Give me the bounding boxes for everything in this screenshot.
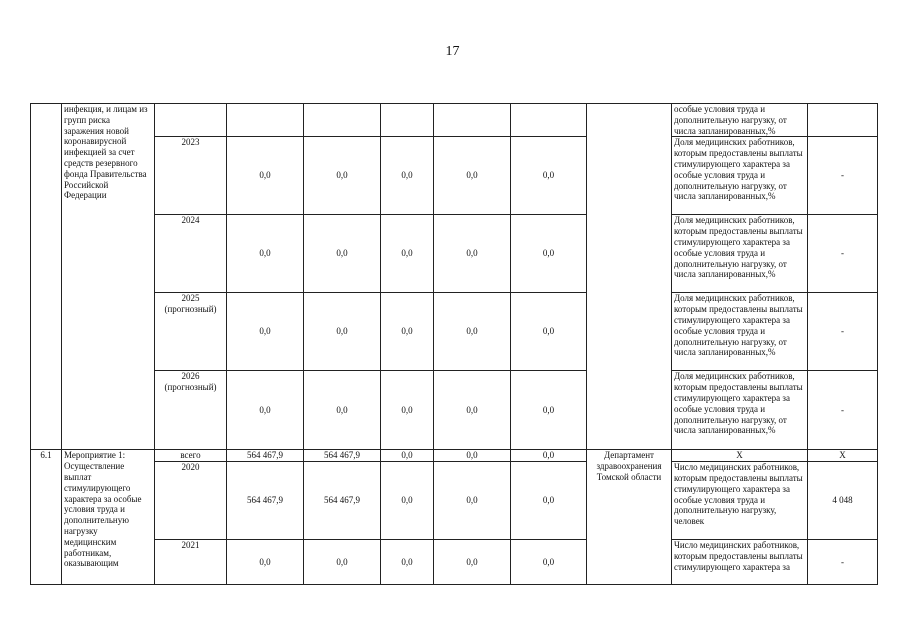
table-row <box>31 293 878 371</box>
executor-cell <box>587 104 672 450</box>
number-cell <box>31 104 62 450</box>
event-number-cell: 6.1 <box>31 450 62 585</box>
value-cell: 0,0 <box>227 371 304 450</box>
table-row <box>31 137 878 215</box>
value-cell: 0,0 <box>304 371 381 450</box>
target-cell: - <box>808 137 878 215</box>
value-cell: 0,0 <box>227 293 304 371</box>
value-cell: 564 467,9 <box>304 462 381 540</box>
page-number: 17 <box>445 44 460 59</box>
year-cell: 2025 (прогнозный) <box>155 293 227 371</box>
value-cell: 0,0 <box>381 540 434 585</box>
value-cell: 0,0 <box>434 371 511 450</box>
value-cell: 0,0 <box>434 540 511 585</box>
executor-cell: Департамент здравоохранения Томской области <box>587 450 672 585</box>
year-cell: 2026 (прогнозный) <box>155 371 227 450</box>
target-cell: - <box>808 293 878 371</box>
indicator-cell: Число медицинских работников, которым предоставлены выплаты стимулирующего характера за особые условия труда и дополнительную нагрузку, человек <box>672 462 808 540</box>
indicator-cell: Доля медицинских работников, которым предоставлены выплаты стимулирующего характера за особые условия труда и дополнительную нагрузку, от числа запланированных,% <box>672 137 808 215</box>
value-cell: 0,0 <box>381 462 434 540</box>
value-cell: 0,0 <box>434 450 511 462</box>
value-cell: 0,0 <box>511 450 587 462</box>
value-cell: 0,0 <box>304 540 381 585</box>
indicator-cell: Доля медицинских работников, которым предоставлены выплаты стимулирующего характера за особые условия труда и дополнительную нагрузку, от числа запланированных,% <box>672 293 808 371</box>
value-cell: 0,0 <box>434 462 511 540</box>
value-cell: 0,0 <box>434 137 511 215</box>
value-cell: 0,0 <box>381 137 434 215</box>
value-cell: 0,0 <box>304 293 381 371</box>
target-cell: 4 048 <box>808 462 878 540</box>
value-cell: 0,0 <box>511 540 587 585</box>
value-cell: 0,0 <box>381 371 434 450</box>
value-cell: 0,0 <box>227 540 304 585</box>
year-cell: 2023 <box>155 137 227 215</box>
table-row <box>31 371 878 450</box>
year-cell: 2021 <box>155 540 227 585</box>
value-cell: 564 467,9 <box>227 450 304 462</box>
event-name-cell: Мероприятие 1: Осуществление выплат стимулирующего характера за особые условия труда и дополнительную нагрузку медицинским работникам, оказывающим <box>62 450 155 585</box>
indicator-cell: Доля медицинских работников, которым предоставлены выплаты стимулирующего характера за особые условия труда и дополнительную нагрузку, от числа запланированных,% <box>672 371 808 450</box>
target-cell: - <box>808 371 878 450</box>
indicator-cell: X <box>672 450 808 462</box>
value-cell: 0,0 <box>434 293 511 371</box>
value-cell: 0,0 <box>511 462 587 540</box>
indicator-cell: Число медицинских работников, которым предоставлены выплаты стимулирующего характера за <box>672 540 808 585</box>
value-cell: 0,0 <box>304 215 381 293</box>
value-cell: 0,0 <box>227 215 304 293</box>
value-cell: 0,0 <box>434 215 511 293</box>
value-cell: 0,0 <box>381 293 434 371</box>
year-cell: 2020 <box>155 462 227 540</box>
total-label-cell: всего <box>155 450 227 462</box>
value-cell: 564 467,9 <box>227 462 304 540</box>
value-cell: 564 467,9 <box>304 450 381 462</box>
value-cell: 0,0 <box>511 293 587 371</box>
program-table <box>30 103 878 585</box>
value-cell: 0,0 <box>381 450 434 462</box>
year-cell: 2024 <box>155 215 227 293</box>
table-row <box>31 540 878 585</box>
table-row <box>31 450 878 462</box>
value-cell: 0,0 <box>511 371 587 450</box>
indicator-cell: особые условия труда и дополнительную нагрузку, от числа запланированных,% <box>672 104 808 137</box>
value-cell: 0,0 <box>227 137 304 215</box>
event-name-cell: инфекция, и лицам из групп риска заражения новой коронавирусной инфекцией за счет средств резервного фонда Правительства Российской Федерации <box>62 104 155 450</box>
table-row <box>31 215 878 293</box>
table-row <box>31 462 878 540</box>
target-cell: - <box>808 215 878 293</box>
value-cell: 0,0 <box>511 215 587 293</box>
value-cell: 0,0 <box>511 137 587 215</box>
target-cell: X <box>808 450 878 462</box>
value-cell: 0,0 <box>304 137 381 215</box>
indicator-cell: Доля медицинских работников, которым предоставлены выплаты стимулирующего характера за особые условия труда и дополнительную нагрузку, от числа запланированных,% <box>672 215 808 293</box>
table-row <box>31 104 878 137</box>
value-cell: 0,0 <box>381 215 434 293</box>
target-cell: - <box>808 540 878 585</box>
